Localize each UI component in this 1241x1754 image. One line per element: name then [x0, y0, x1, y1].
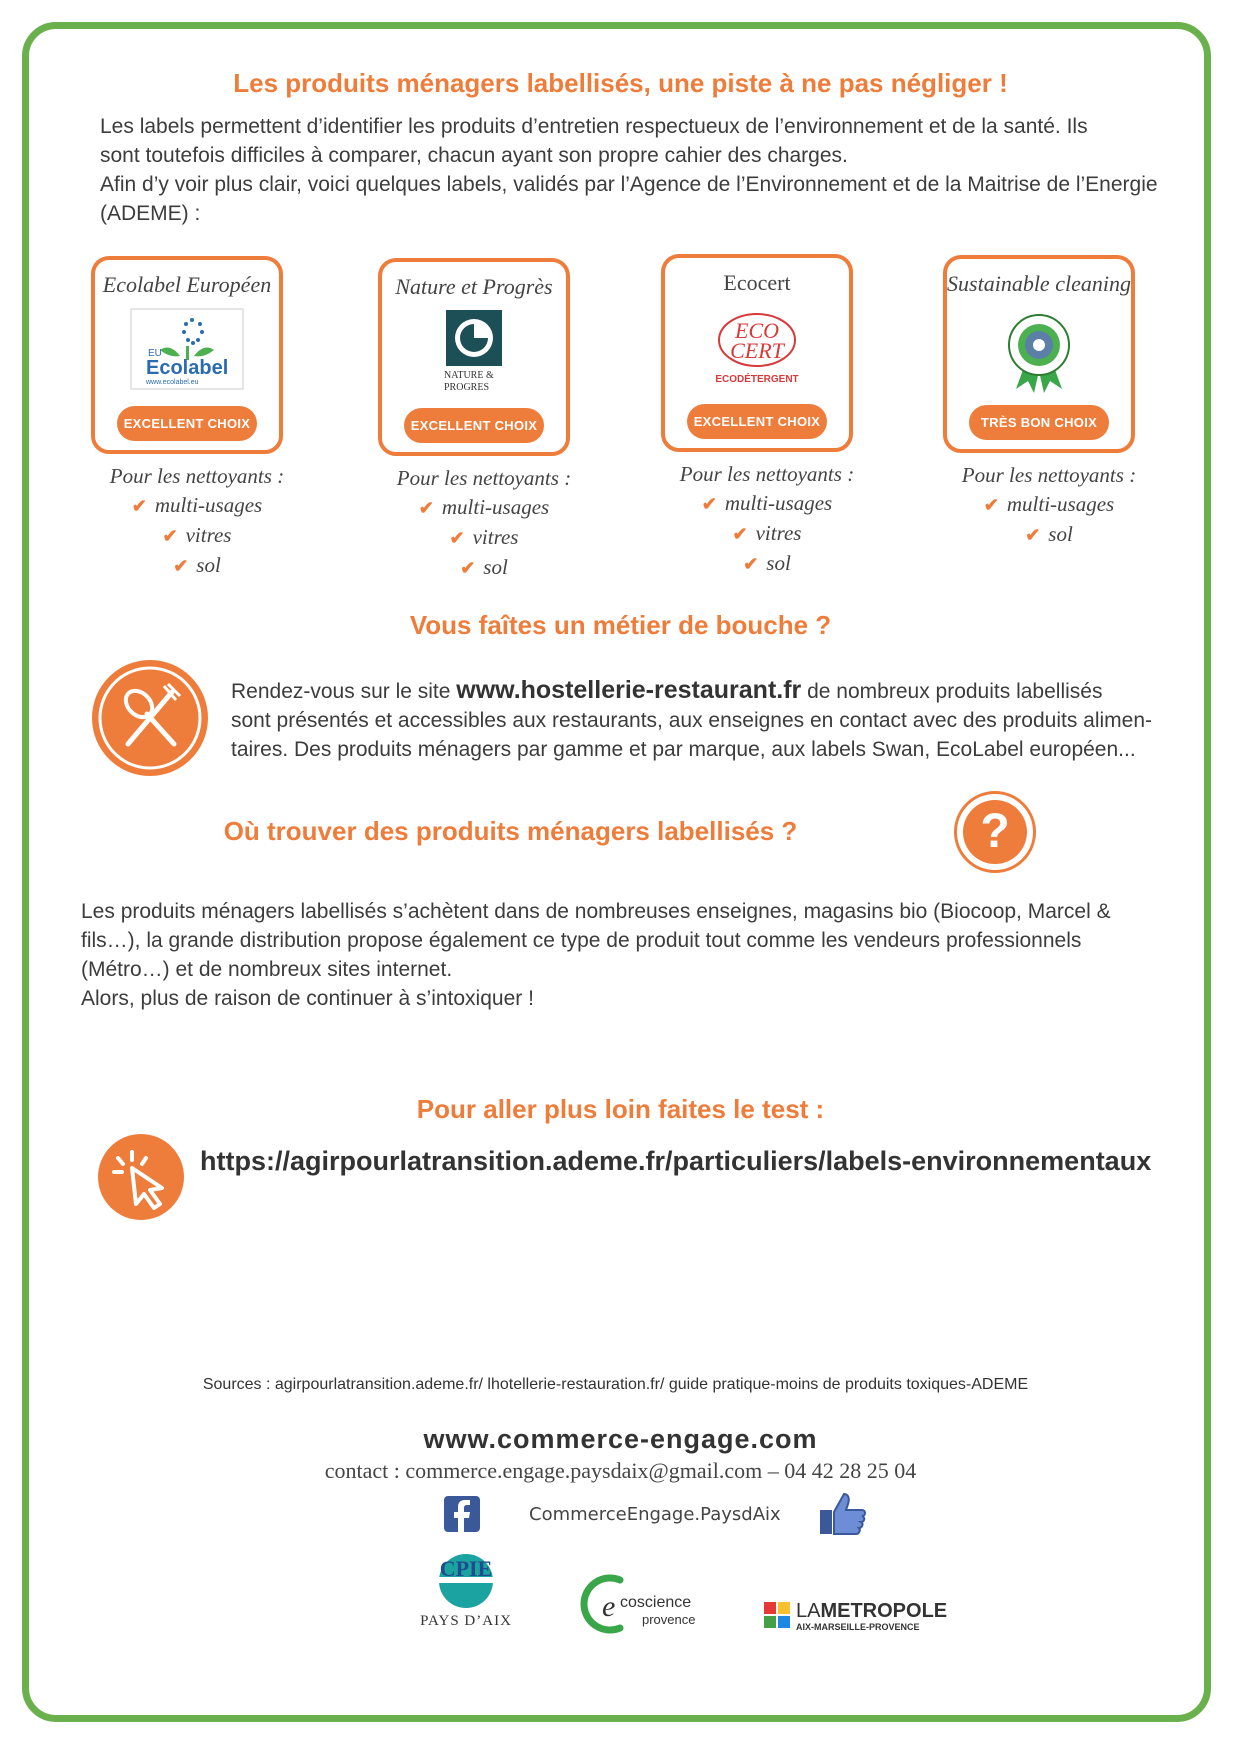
- intro-paragraph: Les labels permettent d’identifier les produits d’entretien respectueux de l’environnement et de la santé. Ils sont toutefois difficiles à comparer, chacun ayant son propre cahier des charges. Afin d’y voir plus clair, voici quelques labels, validés par l’Agence de l’Environnement et de la Maitrise de l’Energie (ADEME) :: [100, 115, 1158, 225]
- rating-badge: EXCELLENT CHOIX: [687, 404, 827, 439]
- label-card-sustainable-cleaning: [943, 255, 1135, 453]
- check-icon: ✔: [983, 495, 999, 515]
- check-icon: ✔: [701, 494, 717, 514]
- rating-badge: EXCELLENT CHOIX: [404, 408, 544, 443]
- facebook-page-name[interactable]: CommerceEngage.PaysdAix: [529, 1504, 781, 1525]
- check-icon: ✔: [460, 558, 476, 578]
- usage-item: ✔ sol: [743, 551, 791, 575]
- check-icon: ✔: [131, 496, 147, 516]
- usage-item: ✔ multi-usages: [131, 493, 263, 517]
- check-icon: ✔: [732, 524, 748, 544]
- click-pointer-icon: [98, 1134, 184, 1220]
- label-name: Ecolabel Européen: [102, 272, 272, 297]
- check-icon: ✔: [449, 528, 465, 548]
- cpie-logo: CPIE PAYS D’AIX: [420, 1556, 512, 1629]
- check-icon: ✔: [743, 554, 759, 574]
- usage-list-sustainable-cleaning: Pour les nettoyants : ✔ multi-usages ✔ sol: [939, 461, 1159, 550]
- usage-item: ✔ multi-usages: [701, 491, 833, 515]
- usage-item: ✔ sol: [1025, 522, 1073, 546]
- svg-text:ECODÉTERGENT: ECODÉTERGENT: [715, 374, 799, 385]
- thumbs-up-icon: [818, 1490, 868, 1536]
- svg-text:PROGRES: PROGRES: [444, 382, 490, 393]
- label-card-ecolabel: [91, 256, 283, 454]
- ecolabel-logo: [130, 308, 244, 395]
- ecoscience-logo: e coscience provence: [580, 1572, 720, 1636]
- label-card-ecocert: [661, 254, 853, 452]
- usage-list-nature-progres: Pour les nettoyants : ✔ multi-usages ✔ vitres ✔ sol: [374, 464, 594, 583]
- rating-badge: TRÈS BON CHOIX: [969, 405, 1109, 440]
- svg-text:ECO: ECO: [735, 318, 779, 343]
- ademe-test-link[interactable]: https://agirpourlatransition.ademe.fr/particuliers/labels-environnementaux: [200, 1146, 1152, 1176]
- labels-heading: Les produits ménagers labellisés, une piste à ne pas négliger !: [233, 68, 1008, 98]
- svg-text:CPIE: CPIE: [439, 1556, 493, 1581]
- svg-text:EU: EU: [148, 348, 162, 359]
- usage-item: ✔ sol: [173, 553, 221, 577]
- label-card-nature-progres: [378, 258, 570, 456]
- svg-text:e: e: [602, 1590, 616, 1623]
- usage-item: ✔ multi-usages: [418, 495, 550, 519]
- usage-list-ecolabel: Pour les nettoyants : ✔ multi-usages ✔ vitres ✔ sol: [87, 462, 307, 581]
- label-name: Nature et Progrès: [395, 274, 553, 299]
- bouche-paragraph: Rendez-vous sur le site www.hostellerie-restaurant.fr de nombreux produits labellisés sont présentés et accessibles aux restaurants, aux enseignes en contact avec des produits alimen- taires. Des produits ménagers par gamme et par marque, aux labels Swan, EcoLabel européen...: [231, 676, 1153, 761]
- check-icon: ✔: [418, 498, 434, 518]
- website-link[interactable]: www.commerce-engage.com: [423, 1424, 818, 1454]
- usage-item: ✔ sol: [460, 555, 508, 579]
- svg-text:www.ecolabel.eu: www.ecolabel.eu: [146, 379, 199, 386]
- svg-text:NATURE &: NATURE &: [444, 370, 494, 381]
- facebook-icon[interactable]: [444, 1496, 480, 1532]
- check-icon: ✔: [173, 556, 189, 576]
- ou-paragraph: Les produits ménagers labellisés s’achètent dans de nombreuses enseignes, magasins bio (Biocoop, Marcel & fils…), la grande distribution propose également ce type de produit tout comme les vendeurs professionnels (Métro…) et de nombreux sites internet. Alors, plus de raison de continuer à s’intoxiquer !: [81, 900, 1111, 1010]
- sources-text: Sources : agirpourlatransition.ademe.fr/ lhotellerie-restauration.fr/ guide pratique-moins de produits toxiques-ADEME: [202, 1376, 1029, 1393]
- usage-item: ✔ vitres: [732, 521, 802, 545]
- contact-text: contact : commerce.engage.paysdaix@gmail.com – 04 42 28 25 04: [324, 1458, 917, 1483]
- ou-heading: Où trouver des produits ménagers labellisés ?: [223, 816, 798, 846]
- usage-list-ecocert: Pour les nettoyants : ✔ multi-usages ✔ vitres ✔ sol: [657, 460, 877, 579]
- check-icon: ✔: [1025, 525, 1041, 545]
- label-name: Ecocert: [723, 270, 791, 295]
- metropole-logo: LAMETROPOLE AIX-MARSEILLE-PROVENCE: [764, 1600, 944, 1640]
- sustainable-cleaning-logo: [994, 307, 1084, 398]
- svg-text:CERT: CERT: [730, 338, 784, 363]
- cutlery-icon: [92, 660, 208, 776]
- check-icon: ✔: [162, 526, 178, 546]
- rating-badge: EXCELLENT CHOIX: [117, 406, 257, 441]
- bouche-heading: Vous faîtes un métier de bouche ?: [409, 610, 832, 640]
- test-heading: Pour aller plus loin faites le test :: [416, 1094, 825, 1124]
- hostellerie-link[interactable]: www.hostellerie-restaurant.fr: [456, 676, 802, 704]
- question-icon: ?: [954, 791, 1036, 873]
- svg-text:Ecolabel: Ecolabel: [146, 357, 229, 379]
- nature-progres-logo: [439, 310, 509, 401]
- usage-item: ✔ vitres: [162, 523, 232, 547]
- label-name: Sustainable cleaning: [947, 271, 1131, 296]
- usage-item: ✔ multi-usages: [983, 492, 1115, 516]
- ecocert-logo: [707, 306, 807, 393]
- usage-item: ✔ vitres: [449, 525, 519, 549]
